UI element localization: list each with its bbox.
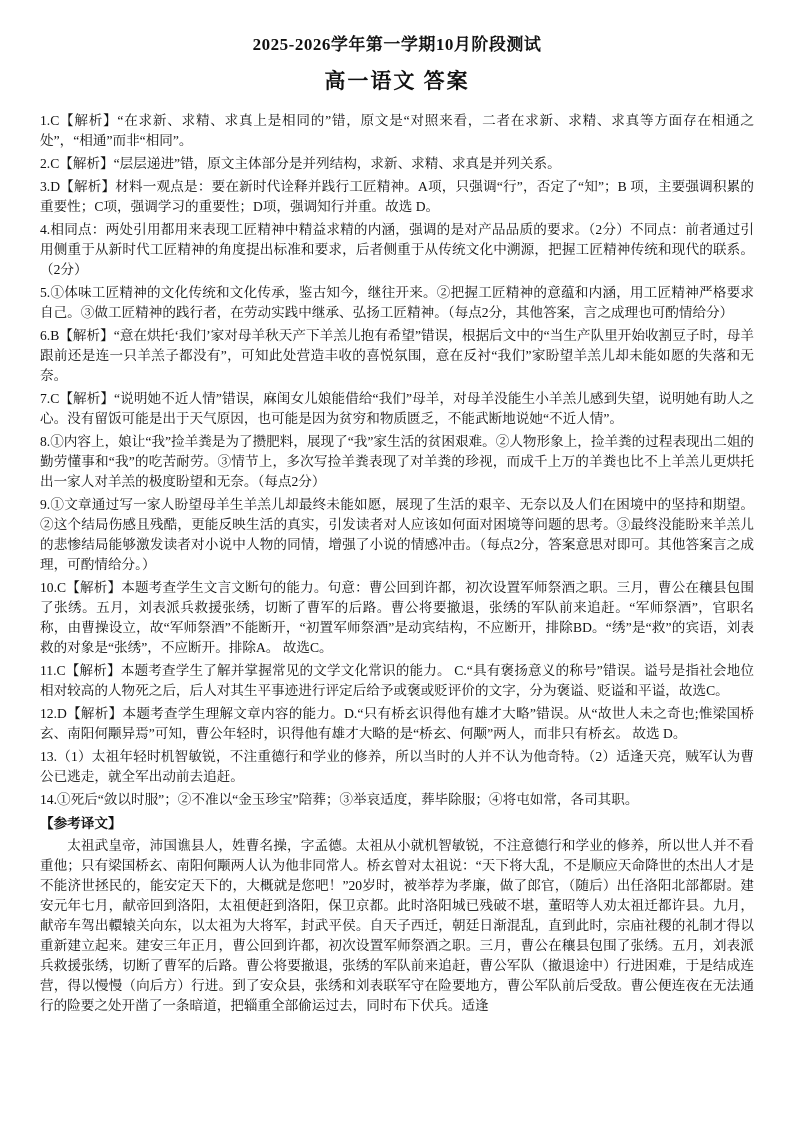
- answer-item-8: 8.①内容上，娘让“我”捡羊粪是为了攒肥料，展现了“我”家生活的贫困艰难。②人物形象上，捡羊粪的过程表现出二姐的勤劳懂事和“我”的吃苦耐劳。③情节上，多次写捡羊粪表现了对羊粪的珍视，而成千上万的羊粪也比不上羊羔儿更烘托出一家人对羊羔的极度盼望和无奈。（每点2分）: [40, 434, 755, 489]
- answer-item-10: 10.C【解析】本题考查学生文言文断句的能力。句意：曹公回到许都，初次设置军师祭酒之职。三月，曹公在穰县包围了张绣。五月，刘表派兵救援张绣，切断了曹军的后路。曹公将要撤退，张绣的军队前来追赶。“军师祭酒”，官职名称，由曹操设立，故“军师祭酒”不能断开，“初置军师祭酒”是动宾结构，不应断开，排除BD。“绣”是“救”的宾语，刘表救的对象是“张绣”，不应断开。排除A。 故选C。: [40, 580, 754, 655]
- reference-translation-section: [40, 814, 754, 1016]
- answer-item-9: 9.①文章通过写一家人盼望母羊生羊羔儿却最终未能如愿，展现了生活的艰辛、无奈以及人们在困境中的坚持和期望。②这个结局伤感且残酷，更能反映生活的真实，引发读者对人应该如何面对困境等问题的思考。③最终没能盼来羊羔儿的悲惨结局能够激发读者对小说中人物的同情，增强了小说的情感冲击。（每点2分，答案意思对即可。其他答案言之成理，可酌情给分。）: [40, 497, 754, 572]
- answer-item-14: 14.①死后“敛以时服”；②不准以“金玉珍宝”陪葬；③举哀适度，葬毕除服；④将屯如常，各司其职。: [40, 792, 639, 807]
- reference-translation-label: 【参考译文】: [40, 816, 122, 831]
- answer-item-11: 11.C【解析】本题考查学生了解并掌握常见的文学文化常识的能力。 C.“具有褒扬意义的称号”错误。谥号是指社会地位相对较高的人物死之后，后人对其生平事迹进行评定后给予或褒或贬评价的文字，分为褒谥、贬谥和平谥，故选C。: [40, 663, 754, 698]
- answer-item-4: 4.相同点：两处引用都用来表现工匠精神中精益求精的内涵，强调的是对产品品质的要求。（2分）不同点：前者通过引用侧重于从新时代工匠精神的角度提出标准和要求，后者侧重于从传统文化中溯源，把握工匠精神传统和现代的联系。（2分）: [40, 222, 754, 277]
- answers-section: [40, 111, 754, 810]
- answer-item-13: 13.（1）太祖年轻时机智敏锐，不注重德行和学业的修养，所以当时的人并不认为他奇特。（2）适逢天亮，贼军认为曹公已逃走，就全军出动前去追赶。: [40, 749, 754, 784]
- reference-translation-body: 太祖武皇帝，沛国谯县人，姓曹名操，字孟德。太祖从小就机智敏锐，不注意德行和学业的修养，所以世人并不看重他；只有梁国桥玄、南阳何颙两人认为他非同常人。桥玄曾对太祖说：“天下将大乱，不是顺应天命降世的杰出人才是不能济世拯民的，能安定天下的，大概就是您吧！”20岁时，被举荐为孝廉，做了郎官，（随后）出任洛阳北部都尉。建安元年七月，献帝回到洛阳，太祖便赶到洛阳，保卫京都。此时洛阳城已残破不堪，董昭等人劝太祖迁都许县。九月，献帝车驾出轘辕关向东，以太祖为大将军，封武平侯。自天子西迁，朝廷日渐混乱，直到此时，宗庙社稷的礼制才得以重新建立起来。建安三年正月，曹公回到许都，初次设置军师祭酒之职。三月，曹公在穰县包围了张绣。五月，刘表派兵救援张绣，切断了曹军的后路。曹公将要撤退，张绣的军队前来追赶，曹公军队（撤退途中）行进困难，于是结成连营，得以慢慢（向后方）行进。到了安众县，张绣和刘表联军守在险要地方，曹公军队前后受敌。曹公便连夜在无法通行的险要之处开凿了一条暗道，把辎重全部偷运过去，同时布下伏兵。适逢: [40, 838, 754, 1013]
- exam-subtitle: 高一语文 答案: [324, 69, 470, 93]
- answer-item-3: 3.D【解析】材料一观点是：要在新时代诠释并践行工匠精神。A项，只强调“行”，否定了“知”；B 项，主要强调积累的重要性；C项，强调学习的重要性；D项，强调知行并重。故选 D。: [40, 179, 754, 214]
- answer-item-12: 12.D【解析】本题考查学生理解文章内容的能力。D.“只有桥玄识得他有雄才大略”错误。从“故世人未之奇也;惟梁国桥玄、南阳何颙异焉”可知，曹公年轻时，识得他有雄才大略的是“桥玄、何颙”两人，而非只有桥玄。 故选 D。: [40, 706, 754, 741]
- answer-item-2: 2.C【解析】“层层递进”错，原文主体部分是并列结构，求新、求精、求真是并列关系。: [40, 156, 561, 171]
- answer-item-1: 1.C【解析】“在求新、求精、求真上是相同的”错，原文是“对照来看，二者在求新、求精、求真等方面存在相通之处”，“相通”而非“相同”。: [40, 113, 754, 148]
- answer-item-5: 5.①体味工匠精神的文化传统和文化传承，鉴古知今，继往开来。②把握工匠精神的意蕴和内涵，用工匠精神严格要求自己。③做工匠精神的践行者，在劳动实践中继承、弘扬工匠精神。（每点2分，其他答案，言之成理也可酌情给分）: [40, 285, 754, 320]
- answer-item-6: 6.B【解析】“意在烘托‘我们’家对母羊秋天产下羊羔儿抱有希望”错误，根据后文中的“当生产队里开始收割豆子时，母羊跟前还是连一只羊羔子都没有”，可知此处营造丰收的喜悦氛围，意在反衬“我们”家盼望羊羔儿却未能如愿的失落和无奈。: [40, 328, 754, 383]
- answer-item-7: 7.C【解析】“说明她不近人情”错误，麻闺女儿娘能借给“我们”母羊，对母羊没能生小羊羔儿感到失望，说明她有助人之心。没有留饭可能是出于天气原因，也可能是因为贫穷和物质匮乏，不能武断地说她“不近人情”。: [40, 391, 754, 426]
- exam-title: 2025-2026学年第一学期10月阶段测试: [252, 35, 542, 54]
